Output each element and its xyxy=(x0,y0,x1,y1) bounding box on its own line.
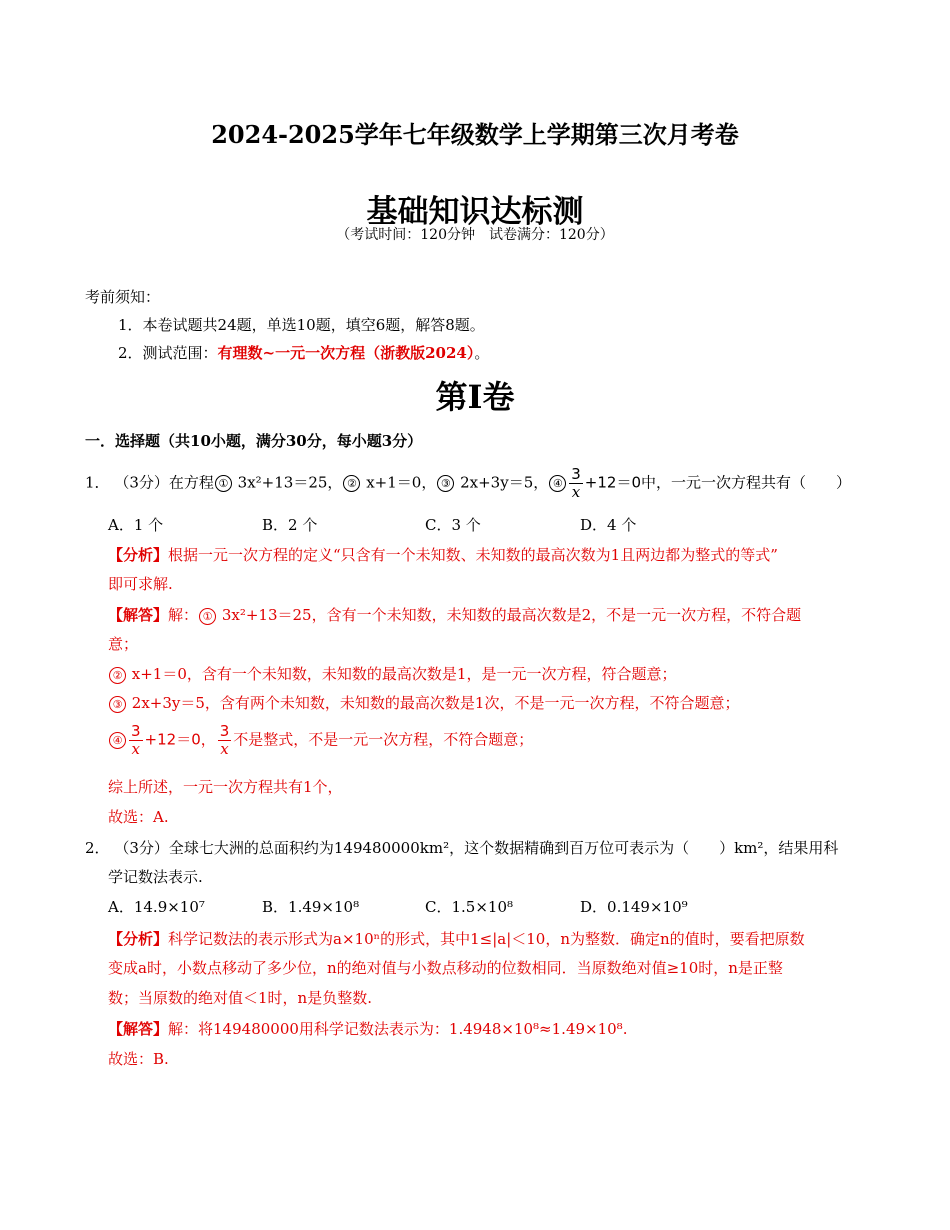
question-2-stem: 2． （3分）全球七大洲的总面积约为149480000km²，这个数据精确到百万位可表示为（ ）km²，结果用科 xyxy=(85,839,839,857)
circled-3-icon: ③ xyxy=(109,696,126,713)
fraction-3-over-x: $\frac{3}{x}$ xyxy=(131,722,141,758)
equation-1: 3x²+13＝25， xyxy=(237,473,343,492)
notice-item-2 xyxy=(118,342,489,363)
q2-option-a: A．14.9×10⁷ xyxy=(108,898,205,916)
q2-option-c: C．1.5×10⁸ xyxy=(425,898,514,916)
q1-summary: 综上所述，一元一次方程共有1个， xyxy=(108,778,343,796)
circled-2-icon: ② xyxy=(343,475,360,492)
q1-solution-line-1: 【解答】解： ① 3x²+13＝25，含有一个未知数，未知数的最高次数是2，不是一元一次方程，不符合题 xyxy=(108,606,802,624)
exam-info: （考试时间：120分钟 试卷满分：120分） xyxy=(336,227,614,243)
q1-solution-line-4: ④ $\frac{3}{x}$ +12＝0， $\frac{3}{x}$ 不是整式，不是一元一次方程，不符合题意； xyxy=(108,723,533,758)
question-1-stem-end: 中，一元一次方程共有（ ） xyxy=(641,473,852,492)
fraction-3-over-x: $\frac{3}{x}$ xyxy=(571,465,581,501)
analysis-tag: 【分析】 xyxy=(108,546,169,564)
q2-answer: 故选：B. xyxy=(108,1050,169,1068)
question-score: （3分）在方程 xyxy=(114,473,214,492)
notice-heading: 考前须知： xyxy=(85,288,161,306)
analysis-tag: 【分析】 xyxy=(108,930,169,948)
notice-item-2-prefix: 2．测试范围： xyxy=(118,344,218,362)
test-scope: 有理数~一元一次方程（浙教版2024） xyxy=(217,344,475,362)
fraction-3-over-x: $\frac{3}{x}$ xyxy=(219,722,230,758)
equation-4-rest: +12＝0 xyxy=(584,473,641,492)
q2-analysis: 【分析】科学记数法的表示形式为a×10ⁿ的形式，其中1≤|a|＜10，n为整数．确定n的值时，要看把原数 xyxy=(108,930,805,948)
question-1-stem xyxy=(85,466,851,501)
q2-analysis-line-3: 数；当原数的绝对值＜1时，n是负整数. xyxy=(108,989,372,1007)
q2-option-d: D．0.149×10⁹ xyxy=(580,898,688,916)
notice-item-1: 1．本卷试题共24题，单选10题，填空6题，解答8题。 xyxy=(118,316,485,334)
section-heading: 一．选择题（共10小题，满分30分，每小题3分） xyxy=(85,432,423,450)
question-number: 2． xyxy=(85,839,110,857)
q1-option-c: C．3 个 xyxy=(425,516,481,534)
q1-option-b: B．2 个 xyxy=(262,516,318,534)
q1-solution-line-1-wrap: 意； xyxy=(108,635,139,653)
paper-subtitle: 基础知识达标测 xyxy=(366,194,584,230)
equation-2: x+1＝0， xyxy=(366,473,437,492)
question-2-stem-wrap: 学记数法表示. xyxy=(108,868,203,886)
q1-option-d: D．4 个 xyxy=(580,516,637,534)
paper-title: 2024-2025学年七年级数学上学期第三次月考卷 xyxy=(211,120,739,149)
q1-option-a: A．1 个 xyxy=(108,516,164,534)
circled-4-icon: ④ xyxy=(109,732,126,749)
q2-analysis-line-2: 变成a时，小数点移动了多少位，n的绝对值与小数点移动的位数相同．当原数绝对值≥10时，n是正整 xyxy=(108,959,783,977)
solution-tag: 【解答】 xyxy=(108,1020,169,1038)
q1-solution-line-3: ③ 2x+3y＝5，含有两个未知数，未知数的最高次数是1次，不是一元一次方程，不符合题意； xyxy=(108,692,739,713)
q1-analysis-wrap: 即可求解. xyxy=(108,575,173,593)
q1-answer: 故选：A. xyxy=(108,808,169,826)
notice-item-2-suffix: 。 xyxy=(474,344,490,362)
q1-analysis: 【分析】根据一元一次方程的定义“只含有一个未知数、未知数的最高次数为1且两边都为整式的等式” xyxy=(108,546,778,564)
circled-1-icon: ① xyxy=(199,608,216,625)
circled-1-icon: ① xyxy=(215,475,232,492)
circled-2-icon: ② xyxy=(109,667,126,684)
q1-solution-line-2: ② x+1＝0，含有一个未知数，未知数的最高次数是1，是一元一次方程，符合题意； xyxy=(108,663,676,684)
q2-option-b: B．1.49×10⁸ xyxy=(262,898,360,916)
q2-solution: 【解答】解：将149480000用科学记数法表示为：1.4948×10⁸≈1.49×10⁸. xyxy=(108,1020,628,1038)
question-number: 1． xyxy=(85,473,110,492)
circled-3-icon: ③ xyxy=(437,475,454,492)
equation-3: 2x+3y＝5， xyxy=(460,473,549,492)
solution-tag: 【解答】 xyxy=(108,606,169,624)
volume-title: 第Ⅰ卷 xyxy=(435,378,515,416)
circled-4-icon: ④ xyxy=(549,475,566,492)
